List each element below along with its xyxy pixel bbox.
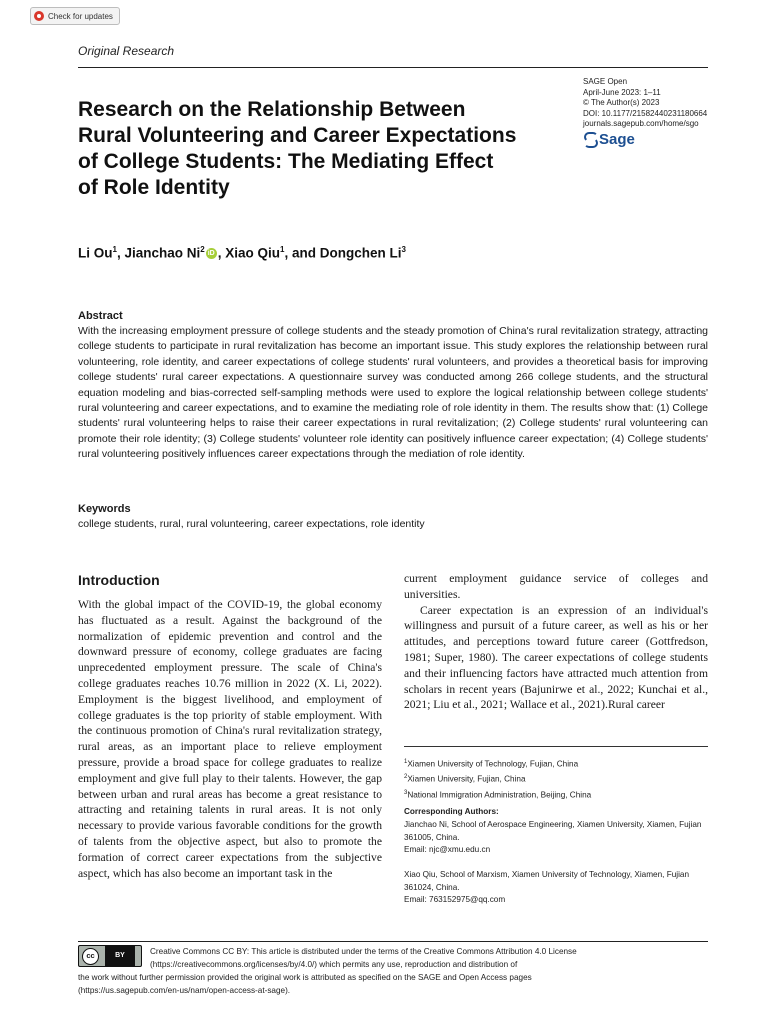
sage-logo-icon [583, 132, 595, 148]
author-separator: , and [284, 245, 320, 261]
footnote-divider [404, 746, 708, 747]
corresponding-authors-heading: Corresponding Authors: [404, 807, 499, 816]
intro-column-left: With the global impact of the COVID-19, the global economy has fluctuated as a result. Against the background of the normalization of epidemic prevention and control and the downward pressure of economy, college graduates are facing unprecedented employment pressure. The scale of China's college graduates reaches 10.76 million in 2022 (X. Li, 2022). Employment is the biggest livelihood, and employment of college graduates is the top priority of stable employment. With the continuous promotion of China's rural revitalization strategy, rural areas, as an important place to relieve employment pressure, provide a broad space for college graduates to realize employment and give full play to their talents. However, the gap between urban and rural areas has become a great resistance to attracting and retaining talents in rural areas. It is not only necessary to provide various favorable conditions for the growth of talents from the objective aspect, but also to promote the formation of correct career expectations from the subjective aspect, which has also become an important task in the [78, 598, 382, 880]
license-line[interactable]: (https://us.sagepub.com/en-us/nam/open-access-at-sage). [78, 985, 291, 995]
orcid-icon[interactable]: iD [207, 250, 215, 258]
license-line: the work without further permission provided the original work is attributed as specified on the SAGE and Open Access pages [78, 973, 532, 982]
author-affiliation-number: 1 [112, 245, 117, 254]
author-list [78, 245, 406, 261]
update-icon [34, 11, 44, 21]
keywords-text: college students, rural, rural volunteering, career expectations, role identity [78, 518, 425, 530]
section-label: Original Research [78, 44, 175, 58]
author[interactable]: Li Ou [78, 245, 113, 261]
header-divider [78, 67, 708, 68]
by-icon: BY [105, 946, 135, 966]
author-separator: , [116, 245, 125, 261]
article-title: Research on the Relationship Between Rural Volunteering and Career Expectations of College Students: The Mediating Effect of Role Identity [78, 98, 517, 199]
intro-column-right [404, 571, 708, 713]
affiliations [404, 756, 708, 802]
author[interactable]: Dongchen Li [319, 245, 402, 261]
affiliation-number: 1 [404, 759, 408, 765]
keywords-heading: Keywords [78, 503, 131, 515]
journal-name: SAGE Open [583, 77, 628, 86]
license-text-continued [78, 972, 708, 998]
journal-meta [583, 77, 723, 130]
author[interactable]: Xiao Qiu [225, 245, 280, 261]
abstract-text: With the increasing employment pressure of college students and the steady promotion of China's rural revitalization strategy, attracting college students to participate in rural revitalization has become an important issue. This study explores the relationship between rural volunteering, role identity, and career expectations of college students' rural volunteers, and provides a theoretical basis for improving college students' rural career expectations. A questionnaire survey was conducted among 266 college students, and the structural equation modeling and bias-corrected self-sampling methods were used to explore the logical relationship between college students' rural volunteering and career expectations, and to examine the mediating role of role identity in them. The results show that: (1) College students' rural volunteering helps to raise their career expectations in rural revitalization; (2) College students' rural volunteering can promote their role identity; (3) College students' volunteer role identity can positively influence career expectation; (4) College students' rural volunteering positively influences career expectations through the mediation of role identity. [78, 325, 708, 461]
cc-icon: cc [82, 948, 99, 965]
license-text [150, 946, 710, 972]
corresponding-author-email[interactable]: Email: njc@xmu.edu.cn [404, 845, 491, 855]
introduction-heading: Introduction [78, 572, 160, 588]
journal-url[interactable]: journals.sagepub.com/home/sgo [583, 119, 699, 128]
author[interactable]: Jianchao Ni [124, 245, 201, 261]
license-line: Creative Commons CC BY: This article is distributed under the terms of the Creative Commons Attribution 4.0 License [150, 947, 577, 956]
sage-logo[interactable] [583, 131, 635, 148]
affiliation-number: 2 [404, 774, 408, 781]
intro-paragraph: Career expectation is an expression of an individual's willingness and pursuit of a future career, as well as his or her attitudes, and perceptions toward future career (Gottfredson, 1981; Super, 1980). The career expectations of college students and their influencing factors have attracted much attention from scholars in recent years (Bajunirwe et al., 2022; Kunchai et al., 2021; Liu et al., 2021; Wallace et al., 2021).Rural career [404, 603, 708, 712]
author-affiliation-number: 1 [279, 245, 285, 254]
copyright: © The Author(s) 2023 [583, 98, 660, 107]
corresponding-author-address: Xiao Qiu, School of Marxism, Xiamen University of Technology, Xiamen, Fujian 361024, China. [404, 870, 690, 892]
author-separator: , [217, 245, 226, 261]
license-line[interactable]: (https://creativecommons.org/licenses/by/4.0/) which permits any use, reproduction and distribution of [150, 959, 518, 969]
author-affiliation-number: 3 [401, 245, 406, 254]
footer-divider [78, 941, 708, 942]
corresponding-author-address: Jianchao Ni, School of Aerospace Engineering, Xiamen University, Xiamen, Fujian 361005, China. [404, 820, 702, 842]
corresponding-author-email[interactable]: Email: 763152975@qq.com [404, 895, 506, 905]
affiliation: $^3$National Immigration Administration, Beijing, China [404, 789, 592, 800]
affiliation: $^1$Xiamen University of Technology, Fujian, China [404, 759, 579, 769]
affiliation-number: 3 [404, 789, 408, 796]
sage-logo-text: Sage [599, 131, 635, 148]
check-for-updates-button[interactable] [30, 7, 120, 25]
corresponding-author [404, 869, 708, 907]
author-affiliation-number: 2 [200, 245, 205, 254]
doi[interactable]: DOI: 10.1177/21582440231180664 [583, 108, 708, 118]
cc-by-license-badge[interactable] [78, 945, 142, 967]
abstract-heading: Abstract [78, 310, 123, 322]
check-for-updates-label: Check for updates [48, 11, 113, 21]
journal-issue: April-June 2023: 1–11 [583, 87, 661, 97]
affiliation: $^2$Xiamen University, Fujian, China [404, 774, 526, 785]
corresponding-author [404, 819, 708, 857]
intro-paragraph: current employment guidance service of colleges and universities. [404, 572, 708, 601]
